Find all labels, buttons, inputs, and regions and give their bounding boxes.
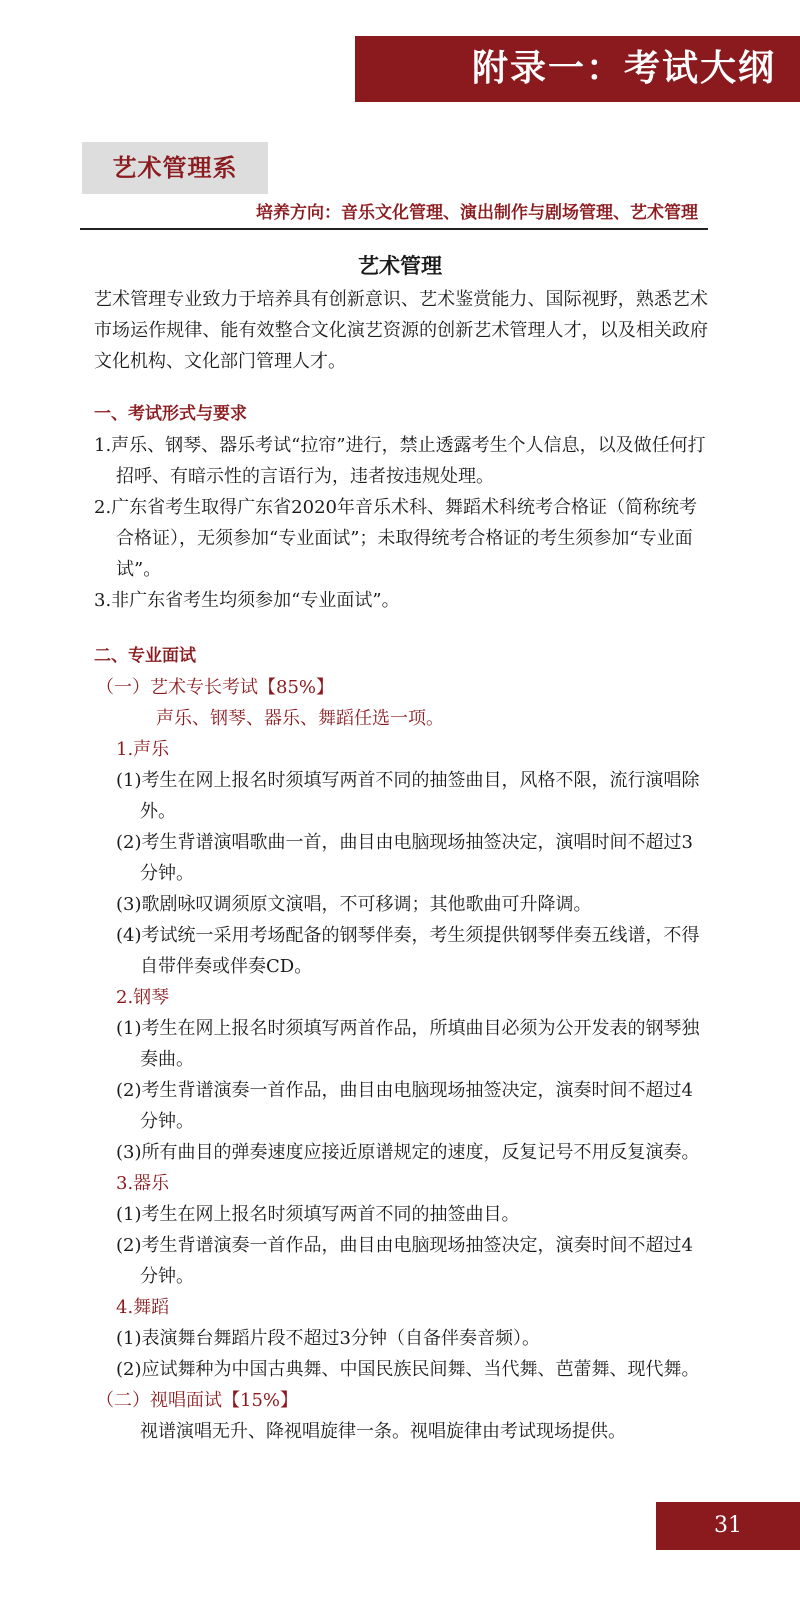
list-item: (3)歌剧咏叹调须原文演唱，不可移调；其他歌曲可升降调。 <box>116 894 592 915</box>
list-item: (1)考生在网上报名时须填写两首作品，所填曲目必须为公开发表的钢琴独奏曲。 <box>116 1018 700 1070</box>
subject-heading-piano: 2.钢琴 <box>116 987 170 1008</box>
subject-heading-vocal: 1.声乐 <box>116 739 170 760</box>
part-heading-sight-singing: （二）视唱面试【15%】 <box>96 1390 299 1411</box>
page-number: 31 <box>656 1502 800 1550</box>
list-item: (4)考试统一采用考场配备的钢琴伴奏，考生须提供钢琴伴奏五线谱，不得自带伴奏或伴奏CD。 <box>116 925 700 977</box>
list-item: (2)考生背谱演唱歌曲一首，曲目由电脑现场抽签决定，演唱时间不超过3分钟。 <box>116 832 693 884</box>
training-direction-text: 培养方向：音乐文化管理、演出制作与剧场管理、艺术管理 <box>256 203 698 223</box>
part-heading-art-specialty: （一）艺术专长考试【85%】 <box>96 677 335 698</box>
list-item: (2)考生背谱演奏一首作品，曲目由电脑现场抽签决定，演奏时间不超过4分钟。 <box>116 1235 693 1287</box>
subject-heading-instrument: 3.器乐 <box>116 1173 170 1194</box>
list-item: (2)考生背谱演奏一首作品，曲目由电脑现场抽签决定，演奏时间不超过4分钟。 <box>116 1080 693 1132</box>
department-label: 艺术管理系 <box>82 142 268 194</box>
sight-singing-text: 视谱演唱无升、降视唱旋律一条。视唱旋律由考试现场提供。 <box>140 1421 626 1442</box>
section-title-interview: 二、专业面试 <box>94 646 196 666</box>
list-item: (1)表演舞台舞蹈片段不超过3分钟（自备伴奏音频）。 <box>116 1328 540 1349</box>
list-item: (1)考生在网上报名时须填写两首不同的抽签曲目，风格不限，流行演唱除外。 <box>116 770 700 822</box>
training-direction-bar <box>80 196 708 230</box>
list-item: (3)所有曲目的弹奏速度应接近原谱规定的速度，反复记号不用反复演奏。 <box>116 1142 700 1163</box>
exam-rule-item: 3.非广东省考生均须参加“专业面试”。 <box>94 590 400 611</box>
part-note: 声乐、钢琴、器乐、舞蹈任选一项。 <box>156 708 444 729</box>
syllabus-content <box>94 284 708 1447</box>
exam-rule-item: 1.声乐、钢琴、器乐考试“拉帘”进行，禁止透露考生个人信息，以及做任何打招呼、有暗示性的言语行为，违者按违规处理。 <box>94 435 706 487</box>
major-title: 艺术管理 <box>358 254 442 278</box>
appendix-title-banner: 附录一：考试大纲 <box>355 36 800 102</box>
major-intro: 艺术管理专业致力于培养具有创新意识、艺术鉴赏能力、国际视野，熟悉艺术市场运作规律、能有效整合文化演艺资源的创新艺术管理人才，以及相关政府文化机构、文化部门管理人才。 <box>94 289 708 372</box>
subject-heading-dance: 4.舞蹈 <box>116 1297 170 1318</box>
list-item: (2)应试舞种为中国古典舞、中国民族民间舞、当代舞、芭蕾舞、现代舞。 <box>116 1359 700 1380</box>
section-title-exam-format: 一、考试形式与要求 <box>94 404 247 424</box>
list-item: (1)考生在网上报名时须填写两首不同的抽签曲目。 <box>116 1204 520 1225</box>
exam-rule-item: 2.广东省考生取得广东省2020年音乐术科、舞蹈术科统考合格证（简称统考合格证），无须参加“专业面试”；未取得统考合格证的考生须参加“专业面试”。 <box>94 497 697 580</box>
